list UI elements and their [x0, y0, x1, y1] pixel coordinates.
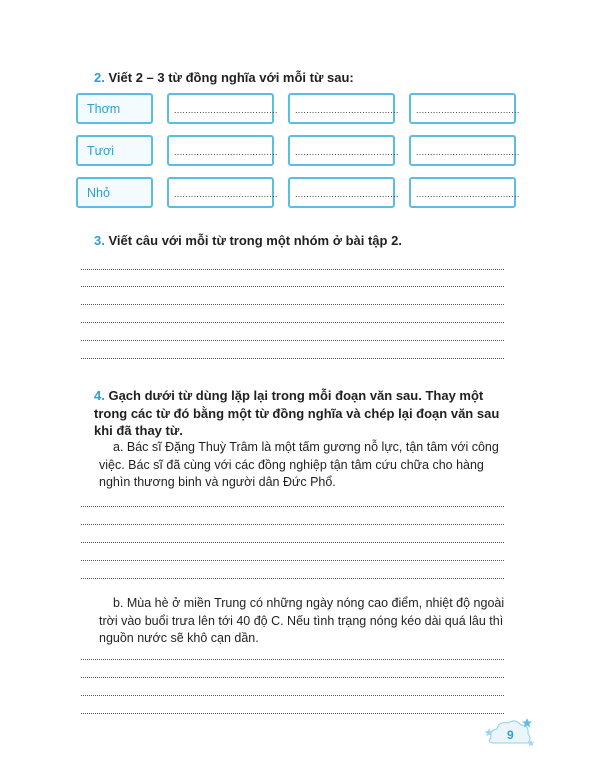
- answer-box[interactable]: [409, 177, 520, 208]
- answer-line[interactable]: [81, 542, 504, 543]
- q3-heading: [94, 233, 402, 248]
- answer-box[interactable]: [167, 135, 278, 166]
- q2-title: Viết 2 – 3 từ đồng nghĩa với mỗi từ sau:: [108, 70, 354, 85]
- answer-dots: .....................................: [174, 105, 278, 115]
- answer-line[interactable]: [81, 560, 504, 561]
- answer-box[interactable]: [288, 93, 399, 124]
- q4-heading: [94, 387, 514, 440]
- word-label: Thơm: [76, 93, 153, 124]
- q2-number: 2.: [94, 70, 105, 85]
- word-label: Tươi: [76, 135, 153, 166]
- q3-number: 3.: [94, 233, 105, 248]
- answer-box[interactable]: [409, 93, 520, 124]
- answer-line[interactable]: [81, 659, 504, 660]
- answer-line[interactable]: [81, 677, 504, 678]
- answer-dots: .....................................: [295, 189, 399, 199]
- answer-box[interactable]: [288, 177, 399, 208]
- answer-line[interactable]: [81, 695, 504, 696]
- q2-heading: [94, 70, 354, 85]
- answer-dots: .....................................: [416, 105, 520, 115]
- answer-line[interactable]: [81, 506, 504, 507]
- answer-line[interactable]: [81, 269, 504, 270]
- answer-line[interactable]: [81, 286, 504, 287]
- answer-line[interactable]: [81, 358, 504, 359]
- paragraph-b: b. Mùa hè ở miền Trung có những ngày nóng cao điểm, nhiệt độ ngoài trời vào buổi trưa lên tới 40 độ C. Nếu tình trạng nóng kéo dài quá lâu thì nguồn nước sẽ khô cạn dần.: [99, 596, 505, 645]
- q3-title: Viết câu với mỗi từ trong một nhóm ở bài tập 2.: [108, 233, 402, 248]
- answer-box[interactable]: [167, 93, 278, 124]
- synonym-row: [76, 176, 521, 209]
- answer-line[interactable]: [81, 524, 504, 525]
- answer-line[interactable]: [81, 304, 504, 305]
- answer-box[interactable]: [288, 135, 399, 166]
- page-number: 9: [507, 728, 514, 742]
- synonym-row: [76, 92, 521, 125]
- synonym-row: [76, 134, 521, 167]
- word-label: Nhỏ: [76, 177, 153, 208]
- q4-number: 4.: [94, 388, 105, 403]
- answer-dots: .....................................: [416, 189, 520, 199]
- answer-line[interactable]: [81, 713, 504, 714]
- answer-line[interactable]: [81, 578, 504, 579]
- answer-dots: .....................................: [416, 147, 520, 157]
- paragraph-a: a. Bác sĩ Đặng Thuỳ Trâm là một tấm gương nỗ lực, tận tâm với công việc. Bác sĩ đã cùng với các đồng nghiệp tận tâm cứu chữa cho hàng nghìn thương binh và người dân Đức Phổ.: [99, 440, 499, 489]
- answer-dots: .....................................: [174, 147, 278, 157]
- answer-line[interactable]: [81, 340, 504, 341]
- answer-dots: .....................................: [174, 189, 278, 199]
- synonym-table: [76, 92, 521, 218]
- answer-box[interactable]: [409, 135, 520, 166]
- answer-box[interactable]: [167, 177, 278, 208]
- answer-dots: .....................................: [295, 147, 399, 157]
- answer-dots: .....................................: [295, 105, 399, 115]
- answer-line[interactable]: [81, 322, 504, 323]
- q4-title: Gạch dưới từ dùng lặp lại trong mỗi đoạn văn sau. Thay một trong các từ đó bằng một từ đồng nghĩa và chép lại đoạn văn sau khi đã thay từ.: [94, 388, 500, 438]
